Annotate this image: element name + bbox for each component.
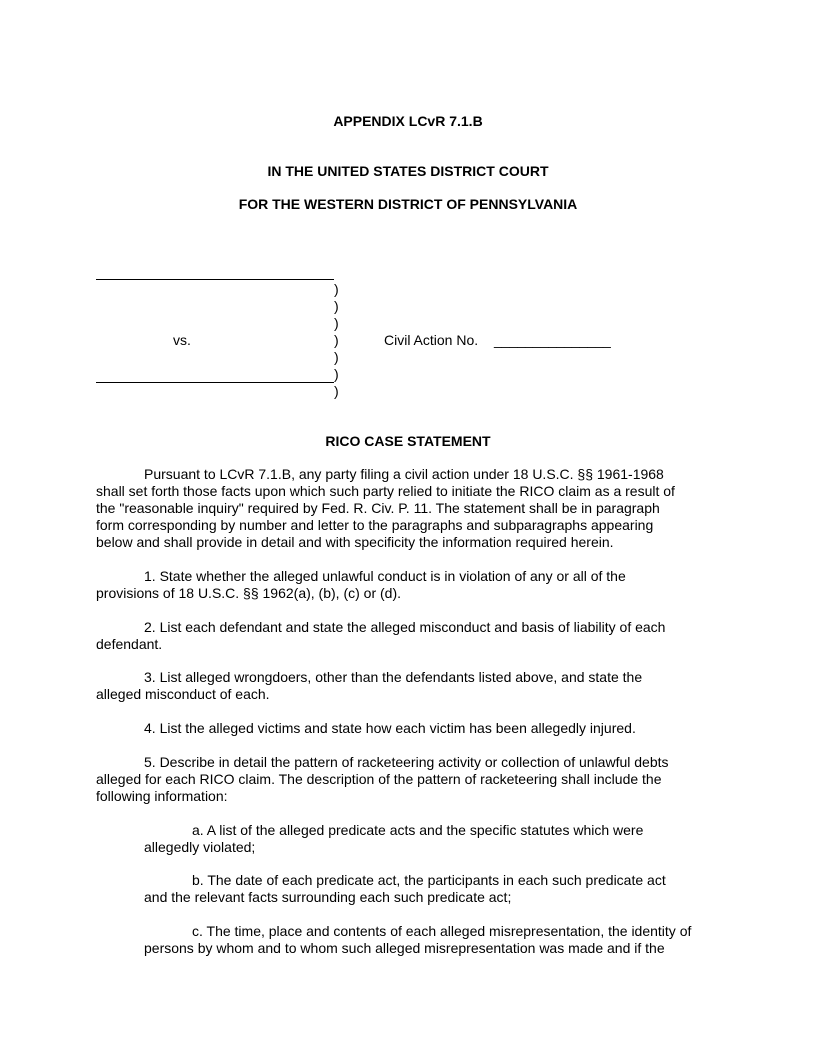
caption-bracket: ) — [334, 315, 339, 331]
intro-line: below and shall provide in detail and with specificity the information required herein. — [96, 534, 614, 550]
caption-bracket: ) — [334, 332, 339, 348]
subitem-line: a. A list of the alleged predicate acts and the specific statutes which were — [192, 822, 644, 838]
item-line: 1. State whether the alleged unlawful conduct is in violation of any or all of the — [144, 568, 626, 584]
item-line: defendant. — [96, 636, 163, 652]
versus-label: vs. — [173, 332, 191, 348]
caption-bracket: ) — [334, 298, 339, 314]
item-line: alleged misconduct of each. — [96, 686, 270, 702]
district-heading: FOR THE WESTERN DISTRICT OF PENNSYLVANIA — [238, 196, 578, 212]
caption-bracket: ) — [334, 281, 339, 297]
item-line: following information: — [96, 788, 228, 804]
subitem-line: c. The time, place and contents of each alleged misrepresentation, the identity of — [192, 923, 692, 939]
subitem-line: b. The date of each predicate act, the participants in each such predicate act — [192, 872, 666, 888]
appendix-heading: APPENDIX LCvR 7.1.B — [333, 113, 483, 129]
intro-line: the "reasonable inquiry" required by Fed. R. Civ. P. 11. The statement shall be in paragraph — [96, 500, 660, 516]
item-line: alleged for each RICO claim. The description of the pattern of racketeering shall include the — [96, 771, 662, 787]
subitem-line: and the relevant facts surrounding each such predicate act; — [144, 889, 512, 905]
item-line: 4. List the alleged victims and state how each victim has been allegedly injured. — [144, 720, 636, 736]
item-line: 5. Describe in detail the pattern of racketeering activity or collection of unlawful debts — [144, 754, 669, 770]
court-heading: IN THE UNITED STATES DISTRICT COURT — [267, 163, 549, 179]
intro-line: Pursuant to LCvR 7.1.B, any party filing a civil action under 18 U.S.C. §§ 1961-1968 — [144, 466, 664, 482]
caption-bracket: ) — [334, 349, 339, 365]
civil-action-number-field: _______________ — [494, 332, 611, 348]
item-line: 2. List each defendant and state the alleged misconduct and basis of liability of each — [144, 619, 666, 635]
intro-line: form corresponding by number and letter to the paragraphs and subparagraphs appearing — [96, 517, 654, 533]
caption-bracket: ) — [334, 383, 339, 399]
plaintiff-name-line — [96, 279, 334, 280]
civil-action-label: Civil Action No. — [384, 332, 479, 348]
caption-bracket: ) — [334, 366, 339, 382]
subitem-line: allegedly violated; — [144, 839, 256, 855]
defendant-name-line — [96, 382, 334, 383]
subitem-line: persons by whom and to whom such alleged misrepresentation was made and if the — [144, 940, 665, 956]
item-line: 3. List alleged wrongdoers, other than the defendants listed above, and state the — [144, 669, 643, 685]
intro-line: shall set forth those facts upon which such party relied to initiate the RICO claim as a result of — [96, 483, 675, 499]
item-line: provisions of 18 U.S.C. §§ 1962(a), (b), (c) or (d). — [96, 585, 401, 601]
document-title: RICO CASE STATEMENT — [325, 433, 491, 449]
